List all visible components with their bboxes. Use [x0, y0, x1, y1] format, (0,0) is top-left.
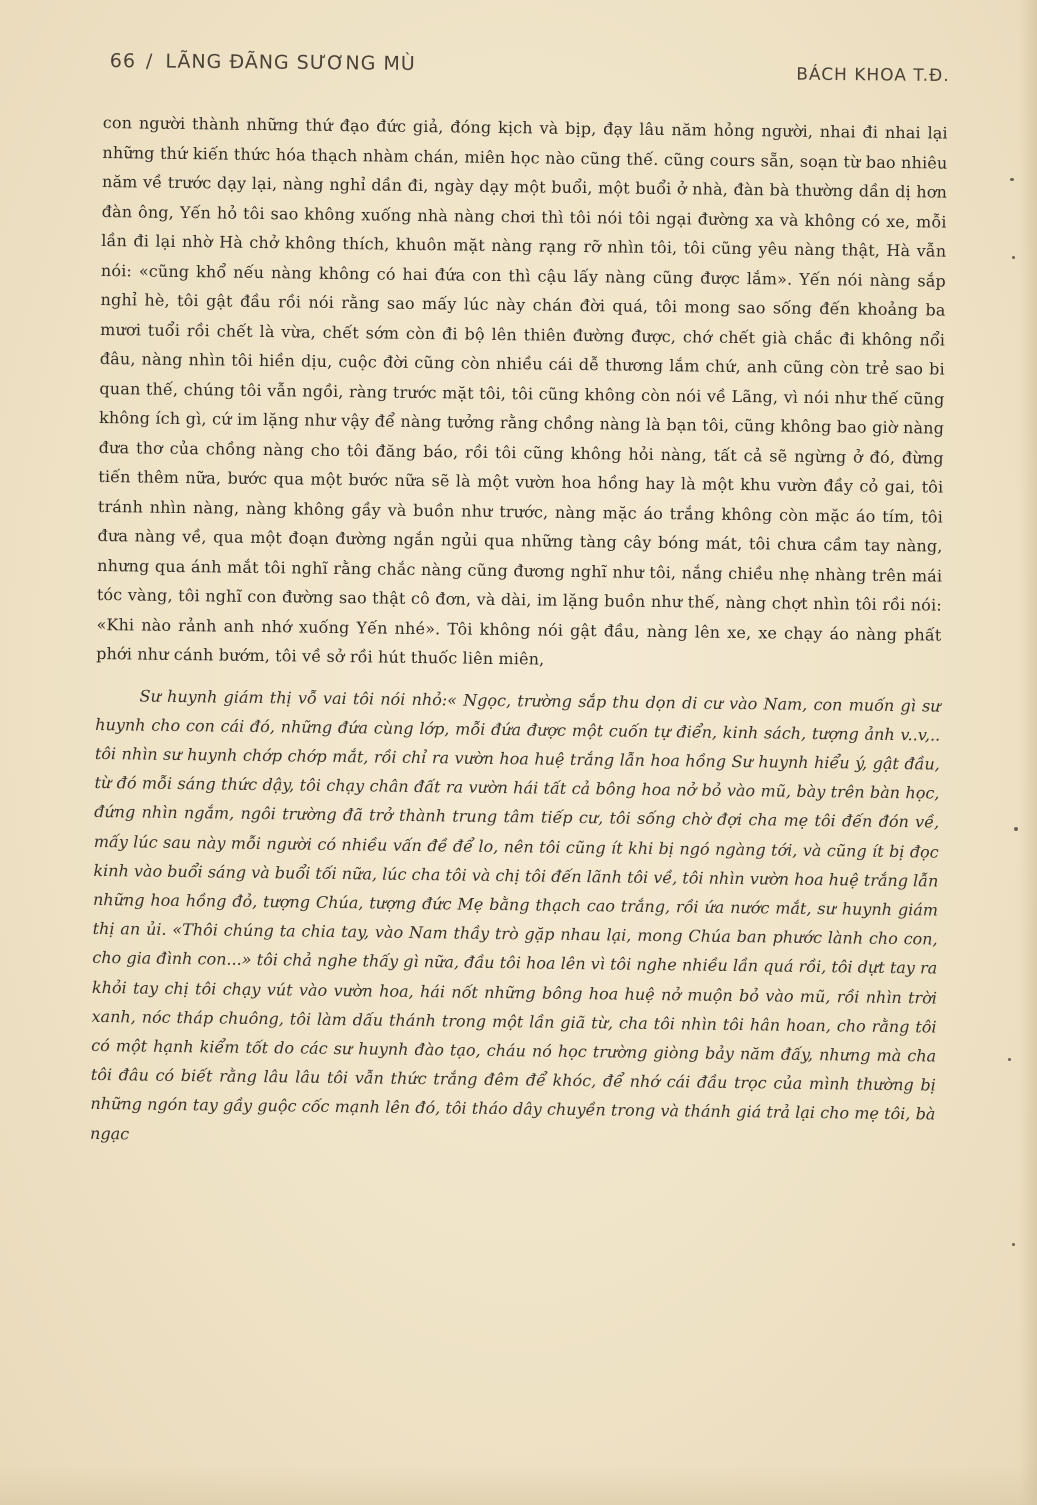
page-number: 66: [109, 49, 137, 73]
ink-speck: [1012, 1243, 1015, 1246]
publication-name: BÁCH KHOA T.Đ.: [796, 64, 950, 87]
running-header: [110, 40, 950, 88]
ink-speck: [1008, 1058, 1011, 1061]
header-left: [110, 50, 416, 75]
page-body: [90, 108, 948, 1158]
page-edge-shadow: [1019, 0, 1037, 1505]
ink-speck: [1010, 178, 1014, 181]
narrative-paragraph: con người thành những thứ đạo đức giả, đóng kịch và bịp, đạy lâu năm hỏng người, nhai đi nhai lại những thứ kiến thức hóa thạch nhàm chán, miên học nào cũng thế. cũng cours sẵn, soạn từ bao nhiêu năm về trước dạy lại, nàng nghỉ dần đi, ngày dạy một buổi, một buổi ở nhà, đàn bà thường dần dị hơn đàn ông, Yến hỏ tôi sao không xuống nhà nàng chơi thì tôi nói tôi ngại đường xa và không có xe, mỗi lần đi lại nhờ Hà chở không thích, khuôn mặt nàng rạng rỡ nhìn tôi, tôi cũng yêu nàng thật, Hà vẫn nói: «cũng khổ nếu nàng không có hai đứa con thì cậu lấy nàng cũng được lắm». Yến nói nàng sắp nghỉ hè, tôi gật đầu rồi nói rằng sao mấy lúc này chán đời quá, tôi mong sao sống đến khoảng ba mươi tuổi rồi chết là vừa, chết sớm còn đi bộ lên thiên đường được, chớ chết già chắc đi không nổi đâu, nàng nhìn tôi hiền dịu, cuộc đời cũng còn nhiều cái dễ thương lắm chứ, anh cũng còn trẻ sao bi quan thế, chúng tôi vẫn ngồi, ràng trước mặt tôi, tôi cũng không còn nói về Lãng, vì nói như thế cũng không ích gì, cứ im lặng như vậy để nàng tưởng rằng chồng nàng là bạn tôi, cũng không bao giờ nàng đưa thơ của chồng nàng cho tôi đăng báo, rồi tôi cũng không hỏi nàng, tất cả sẽ ngừng ở đó, đừng tiến thêm nữa, bước qua một bước nữa sẽ là một vườn hoa hồng hay là một khu vườn đầy cỏ gai, tôi tránh nhìn nàng, nàng không gầy và buồn như trước, nàng mặc áo trắng không còn mặc áo tím, tôi đưa nàng về, qua một đoạn đường ngắn ngủi qua những tàng cây bóng mát, tôi chưa cầm tay nàng, nhưng qua ánh mắt tôi nghĩ rằng chắc nàng cũng đương nghĩ như tôi, nắng chiều nhẹ nhàng trên mái tóc vàng, tôi nghĩ con đường sao thật cô đơn, và dài, im lặng buồn như thế, nàng chợt nhìn tôi rồi nói: «Khi nào rảnh anh nhớ xuống Yến nhé». Tôi không nói gật đầu, nàng lên xe, xe chạy áo nàng phất phới như cánh bướm, tôi về sở rồi hút thuốc liên miên,: [96, 112, 948, 669]
page-bottom-shadow: [0, 1465, 1037, 1505]
ink-speck: [1014, 827, 1018, 831]
recollection-paragraph: Sư huynh giám thị vỗ vai tôi nói nhỏ:« Ngọc, trường sắp thu dọn di cư vào Nam, con muốn gì sư huynh cho con cái đó, những đứa cùng lớp, mỗi đứa được một cuốn tự điển, kinh sách, tượng ảnh v..v,.. tôi nhìn sư huynh chớp chớp mắt, rồi chỉ ra vườn hoa huệ trắng lẫn hoa hồng Sư huynh hiểu ý, gật đầu, từ đó mỗi sáng thức dậy, tôi chạy chân đất ra vườn hái tất cả bông hoa nở bỏ vào mũ, bày trên bàn học, đứng nhìn ngắm, ngôi trường đã trở thành trung tâm tiếp cư, tôi sống chờ đợi cha mẹ tôi đến đón về, mấy lúc sau này mỗi người có nhiều vấn đề để lo, nên tôi cũng ít khi bị ngó ngàng tới, và cũng ít bị đọc kinh vào buổi sáng và buổi tối nữa, lúc cha tôi và chị tôi đến lãnh tôi về, tôi nhìn vườn hoa huệ trắng lẫn những hoa hồng đỏ, tượng Chúa, tượng đức Mẹ bằng thạch cao trắng, rồi ứa nước mắt, sư huynh giám thị an ủi. «Thôi chúng ta chia tay, vào Nam thầy trò gặp nhau lại, mong Chúa ban phước lành cho con, cho gia đình con...» tôi chả nghe thấy gì nữa, đầu tôi hoa lên vì tôi nghe nhiều lần quá rồi, tôi dựt tay ra khỏi tay chị tôi chạy vút vào vườn hoa, hái nốt những bông hoa huệ nở muộn bỏ vào mũ, rồi nhìn trời xanh, nóc tháp chuông, tôi làm dấu thánh trong một lần giã từ, cha tôi nhìn tôi hân hoan, cho rằng tôi có một hạnh kiểm tốt do các sư huynh đào tạo, cháu nó học trường giòng bảy năm đấy, nhưng mà cha tôi đâu có biết rằng lâu lâu tôi vẫn thức trắng đêm để khóc, để nhớ cái đầu trọc của mình thường bị những ngón tay gầy guộc cốc mạnh lên đó, tôi tháo dây chuyền trong và thánh giá trả lại cho mẹ tôi, bà ngạc: [89, 686, 941, 1143]
section-title: LÃNG ĐÃNG SƯƠNG MÙ: [165, 50, 416, 75]
ink-speck: [1012, 256, 1015, 259]
header-separator: /: [145, 50, 154, 73]
